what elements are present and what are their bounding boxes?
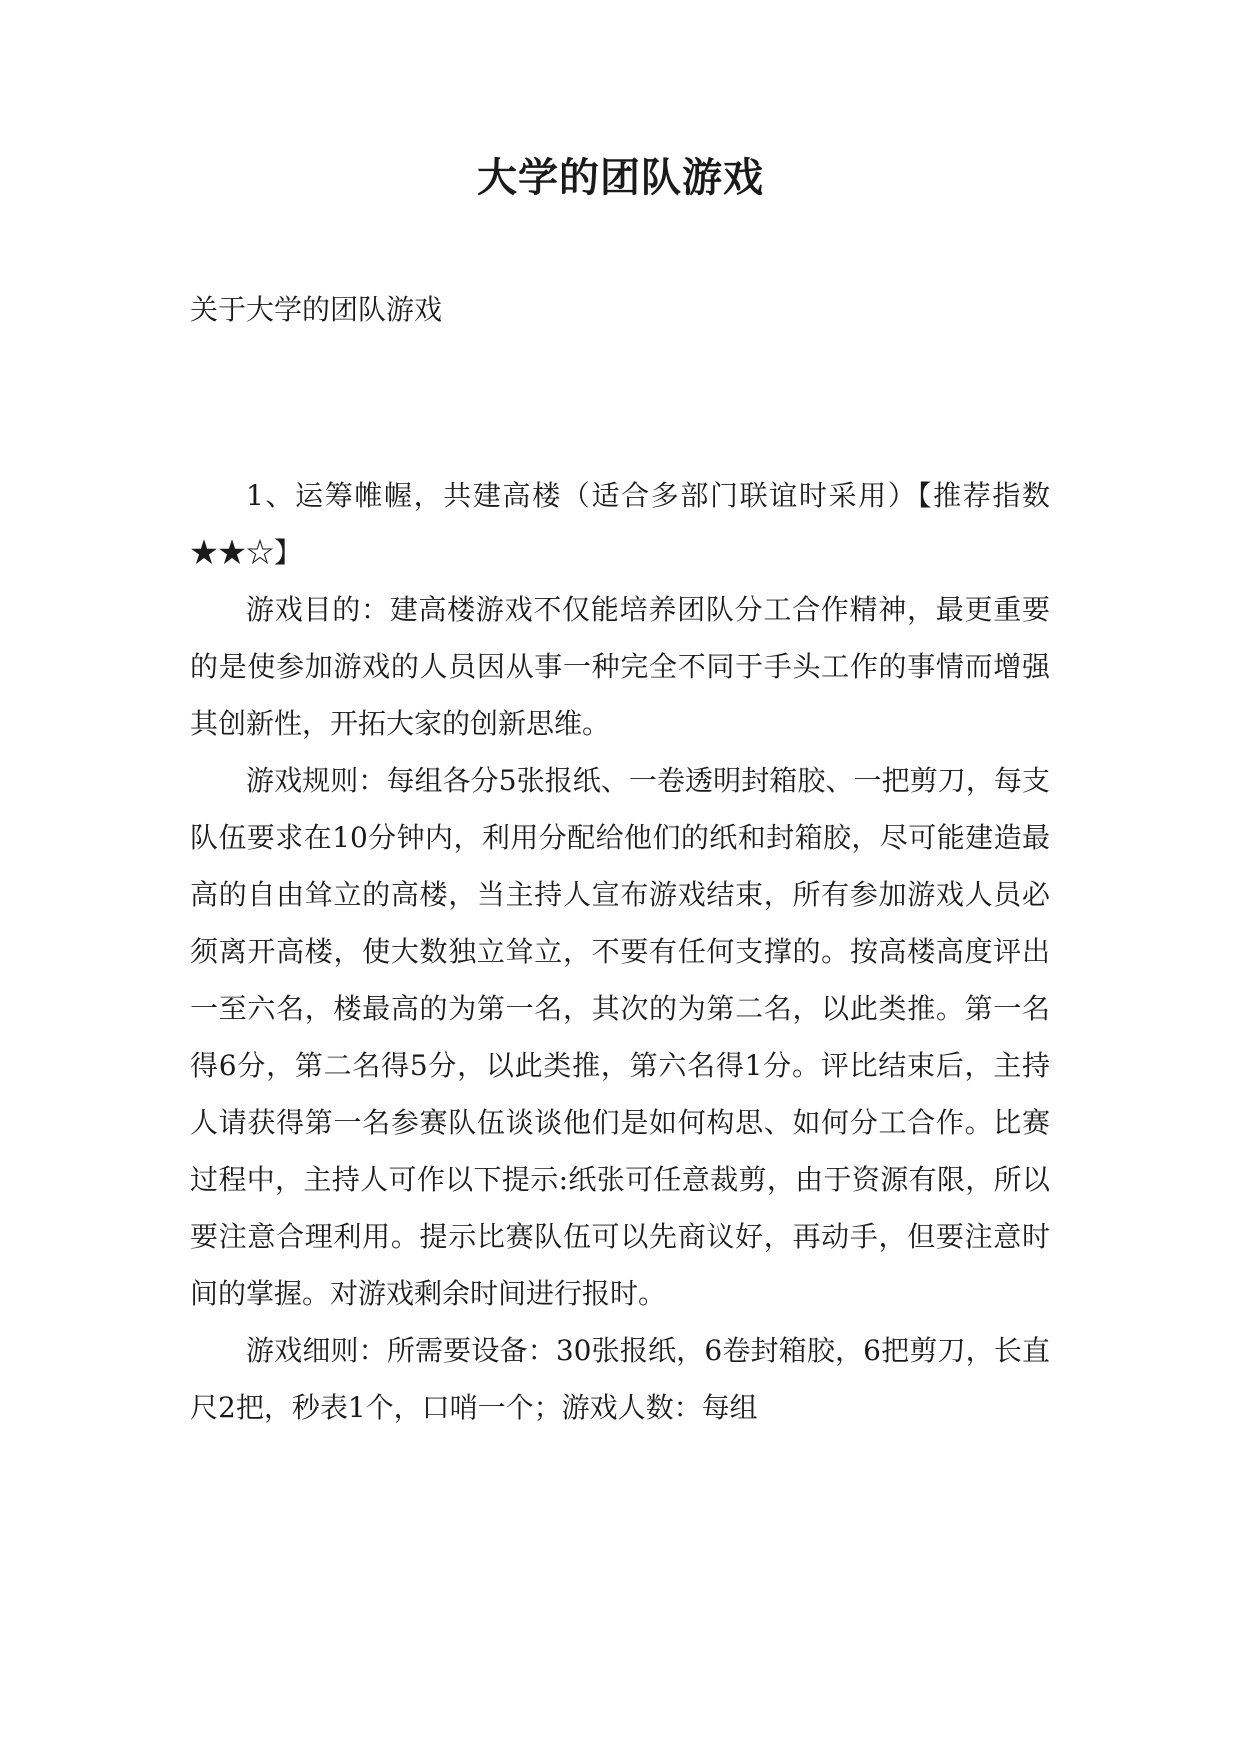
paragraph-purpose: 游戏目的：建高楼游戏不仅能培养团队分工合作精神，最更重要的是使参加游戏的人员因从事一种完全不同于手头工作的事情而增强其创新性，开拓大家的创新思维。 xyxy=(190,593,1050,740)
document-title: 大学的团队游戏 xyxy=(477,155,764,201)
document-subtitle: 关于大学的团队游戏 xyxy=(190,293,443,326)
paragraph-details: 游戏细则：所需要设备：30张报纸，6卷封箱胶，6把剪刀，长直尺2把，秒表1个，口哨一个；游戏人数：每组 xyxy=(190,1334,1050,1424)
paragraph-rules: 游戏规则：每组各分5张报纸、一卷透明封箱胶、一把剪刀，每支队伍要求在10分钟内，利用分配给他们的纸和封箱胶，尽可能建造最高的自由耸立的高楼，当主持人宣布游戏结束，所有参加游戏人员必须离开高楼，使大数独立耸立，不要有任何支撑的。按高楼高度评出一至六名，楼最高的为第一名，其次的为第二名，以此类推。第一名得6分，第二名得5分，以此类推，第六名得1分。评比结束后，主持人请获得第一名参赛队伍谈谈他们是如何构思、如何分工合作。比赛过程中，主持人可作以下提示:纸张可任意裁剪，由于资源有限，所以要注意合理利用。提示比赛队伍可以先商议好，再动手，但要注意时间的掌握。对游戏剩余时间进行报时。 xyxy=(190,764,1050,1310)
document-body xyxy=(190,467,1050,1436)
paragraph-heading: 1、运筹帷幄，共建高楼（适合多部门联谊时采用）【推荐指数★★☆】 xyxy=(190,479,1050,569)
